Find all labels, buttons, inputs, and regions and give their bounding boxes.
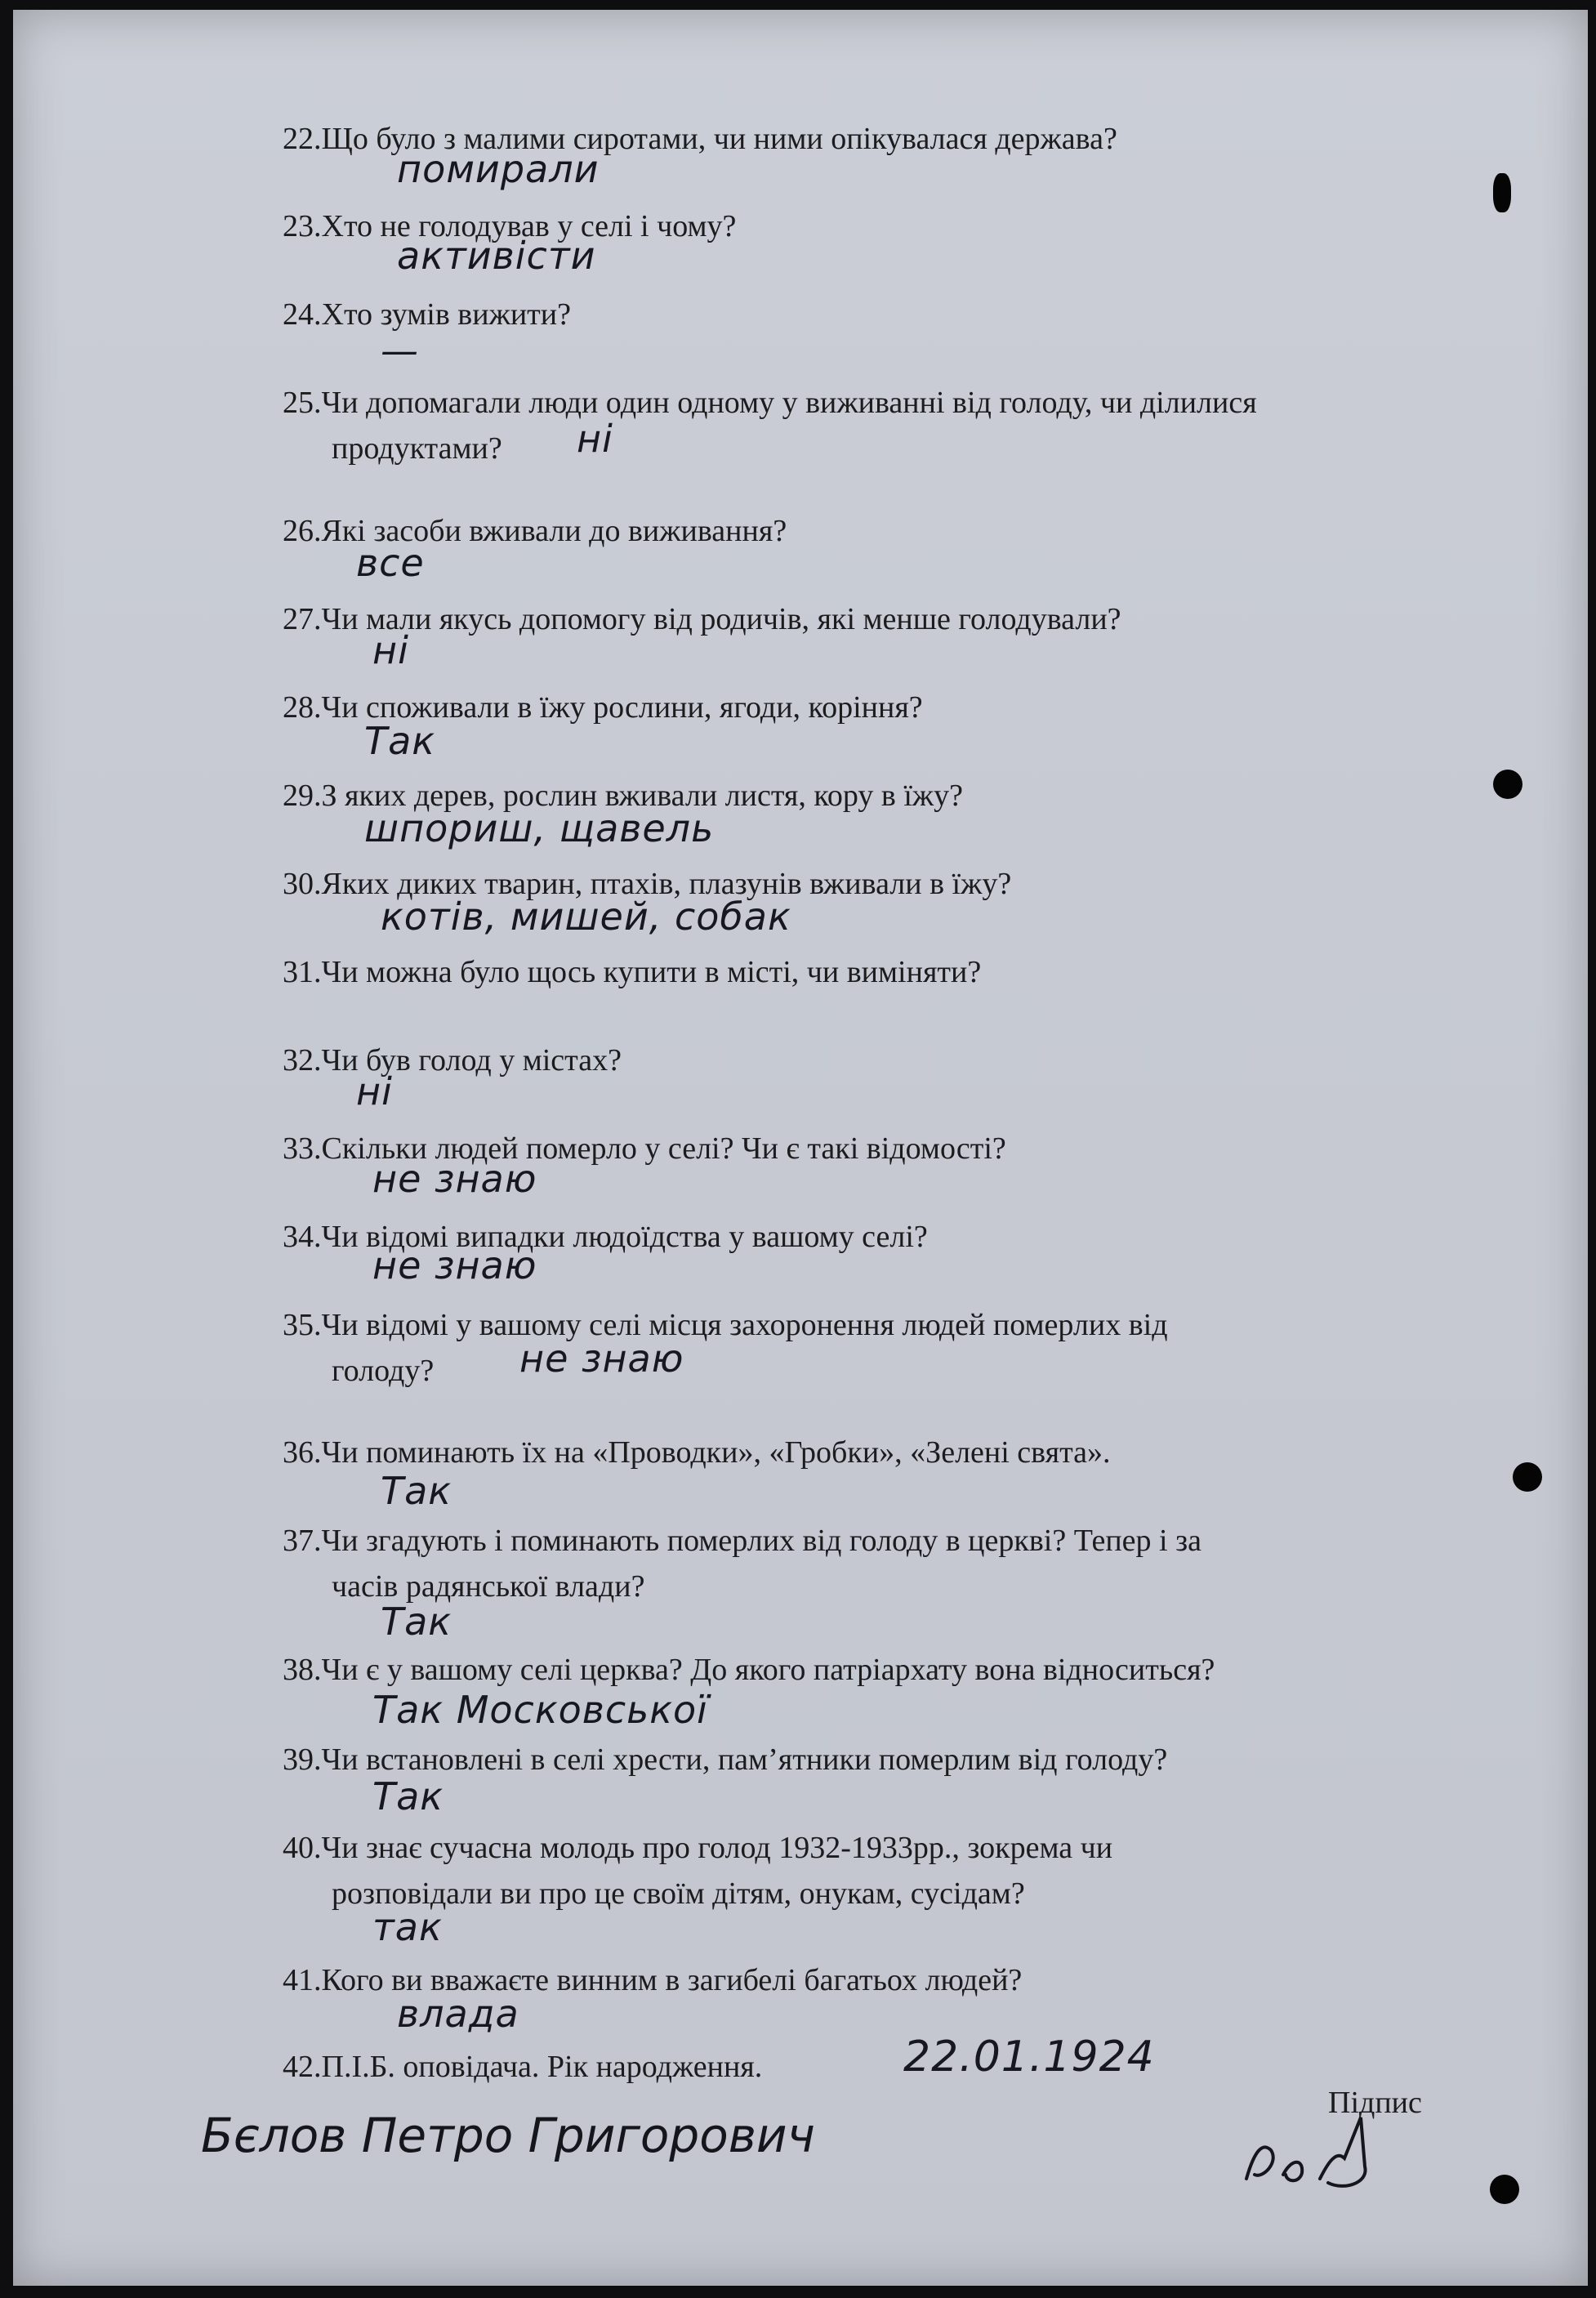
answer-41: влада [397, 1992, 519, 2036]
question-36: 36.Чи поминають їх на «Проводки», «Гробки», «Зелені свята». [283, 1435, 1111, 1470]
answer-29: шпориш, щавель [364, 806, 715, 850]
question-38: 38.Чи є у вашому селі церква? До якого патріархату вона відноситься? [283, 1653, 1215, 1687]
question-31: 31.Чи можна було щось купити в місті, чи виміняти? [283, 955, 982, 989]
question-42: 42.П.І.Б. оповідача. Рік народження. [283, 2050, 763, 2084]
questionnaire-sheet [13, 10, 1588, 2286]
question-30: 30.Яких диких тварин, птахів, плазунів вживали в їжу? [283, 867, 1012, 901]
answer-40: так [372, 1905, 443, 1949]
question-29: 29.З яких дерев, рослин вживали листя, кору в їжу? [283, 779, 964, 813]
question-28: 28.Чи споживали в їжу рослини, ягоди, коріння? [283, 690, 923, 725]
answer-36: Так [381, 1469, 452, 1513]
question-23: 23.Хто не голодував у селі і чому? [283, 209, 737, 243]
signature-mark [1238, 2101, 1402, 2199]
answer-28: Так [364, 719, 436, 763]
punch-hole-icon [1513, 1462, 1542, 1492]
question-25: 25.Чи допомагали люди один одному у виживанні від голоду, чи ділилися продуктами? [283, 386, 1257, 466]
question-40: 40.Чи знає сучасна молодь про голод 1932-1933рр., зокрема чи розповідали ви про це своїм дітям, онукам, сусідам? [283, 1831, 1113, 1911]
answer-33: не знаю [372, 1157, 537, 1201]
question-26: 26.Які засоби вживали до виживання? [283, 514, 787, 548]
answer-27: ні [372, 628, 409, 672]
punch-hole-icon [1493, 770, 1522, 799]
answer-35: не знаю [519, 1336, 684, 1381]
question-41: 41.Кого ви вважаєте винним в загибелі багатьох людей? [283, 1963, 1023, 1997]
question-34: 34.Чи відомі випадки людоїдства у вашому селі? [283, 1220, 928, 1254]
question-33: 33.Скільки людей померло у селі? Чи є такі відомості? [283, 1131, 1006, 1166]
answer-25: ні [577, 417, 613, 461]
signature-label: Підпис [1328, 2086, 1422, 2120]
answer-32: ні [356, 1069, 393, 1113]
question-39: 39.Чи встановлені в селі хрести, пам’ятники померлим від голоду? [283, 1742, 1168, 1777]
answer-24: — [381, 328, 419, 373]
answer-22: помирали [397, 147, 600, 191]
answer-26: все [356, 541, 425, 585]
narrator-name: Бєлов Петро Григорович [201, 2108, 815, 2163]
punch-hole-icon [1493, 173, 1511, 212]
question-35: 35.Чи відомі у вашому селі місця захоронення людей померлих від голоду? [283, 1308, 1168, 1388]
punch-hole-icon [1490, 2175, 1519, 2204]
answer-37: Так [381, 1600, 452, 1644]
answer-42-birth-date: 22.01.1924 [903, 2033, 1155, 2082]
answer-34: не знаю [372, 1243, 537, 1287]
question-37: 37.Чи згадують і поминають померлих від голоду в церкві? Тепер і за часів радянської влади? [283, 1524, 1201, 1604]
answer-38: Так Московської [372, 1688, 708, 1732]
answer-30: котів, мишей, собак [381, 895, 791, 939]
question-27: 27.Чи мали якусь допомогу від родичів, які менше голодували? [283, 602, 1121, 636]
question-22: 22.Що було з малими сиротами, чи ними опікувалася держава? [283, 122, 1117, 156]
question-32: 32.Чи був голод у містах? [283, 1043, 622, 1078]
question-24: 24.Хто зумів вижити? [283, 297, 571, 332]
answer-39: Так [372, 1774, 444, 1818]
answer-23: активісти [397, 234, 596, 278]
